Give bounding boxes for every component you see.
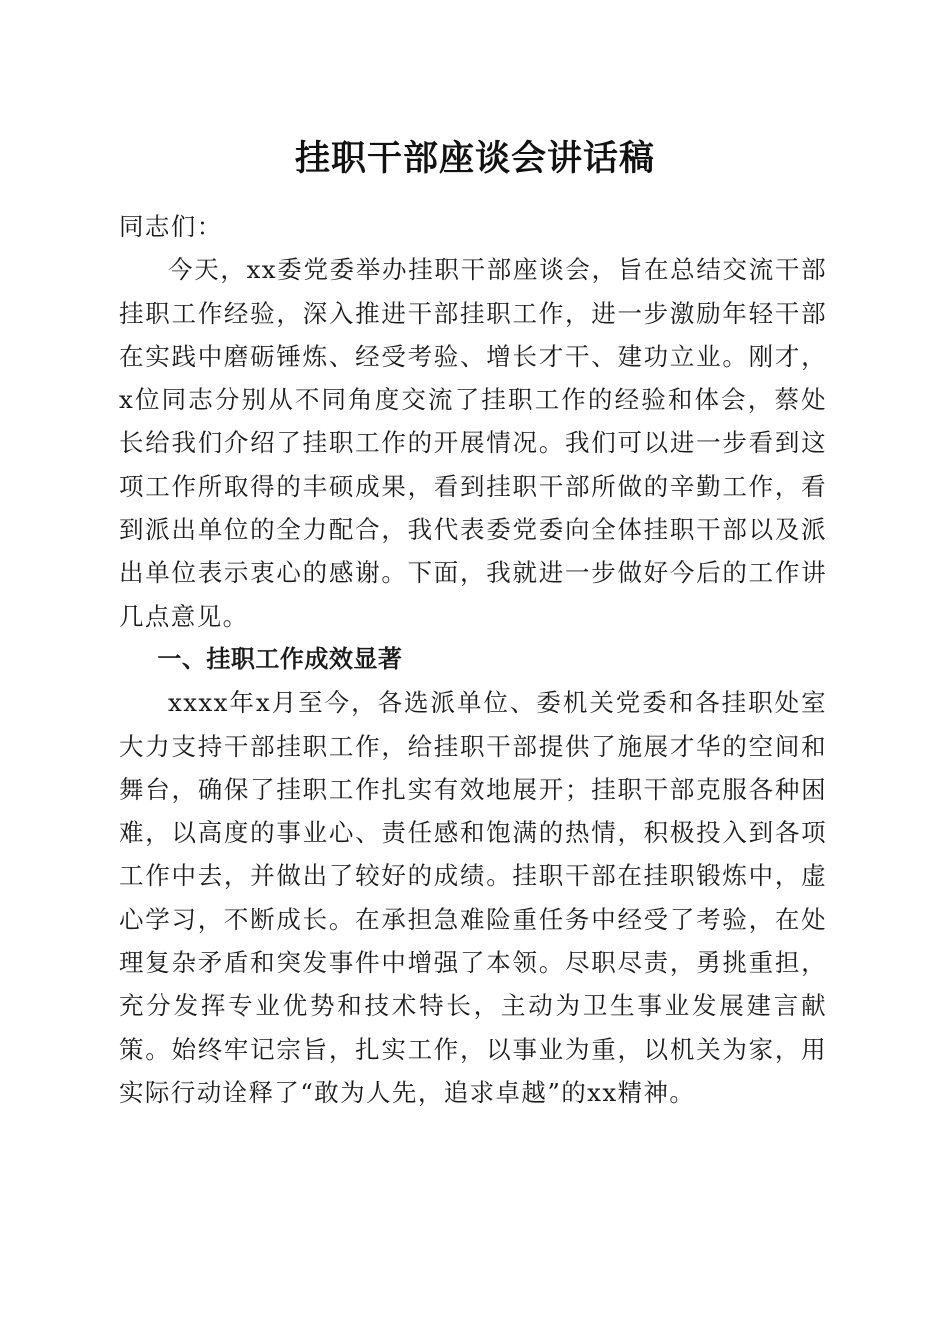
salutation: 同志们： (119, 212, 223, 241)
paragraph-achievements: xxxx年x月至今，各选派单位、委机关党委和各挂职处室大力支持干部挂职工作，给挂职干部提供了施展才华的空间和舞台，确保了挂职工作扎实有效地展开；挂职干部克服各种困难，以高度的事业心、责任感和饱满的热情，积极投入到各项工作中去，并做出了较好的成绩。挂职干部在挂职锻炼中，虚心学习，不断成长。在承担急难险重任务中经受了考验，在处理复杂矛盾和突发事件中增强了本领。尽职尽责，勇挑重担，充分发挥专业优势和技术特长，主动为卫生事业发展建言献策。始终牢记宗旨，扎实工作，以事业为重，以机关为家，用实际行动诠释了“敢为人先，追求卓越”的xx精神。 (119, 688, 827, 1107)
document-body (119, 205, 827, 1114)
section-heading: 一、挂职工作成效显著 (157, 644, 403, 673)
paragraph-opening: 今天，xx委党委举办挂职干部座谈会，旨在总结交流干部挂职工作经验，深入推进干部挂职工作，进一步激励年轻干部在实践中磨砺锤炼、经受考验、增长才干、建功立业。刚才，x位同志分别从不同角度交流了挂职工作的经验和体会，蔡处长给我们介绍了挂职工作的开展情况。我们可以进一步看到这项工作所取得的丰硕成果，看到挂职干部所做的辛勤工作，看到派出单位的全力配合，我代表委党委向全体挂职干部以及派出单位表示衷心的感谢。下面，我就进一步做好今后的工作讲几点意见。 (119, 255, 827, 631)
document-title: 挂职干部座谈会讲话稿 (294, 138, 655, 179)
